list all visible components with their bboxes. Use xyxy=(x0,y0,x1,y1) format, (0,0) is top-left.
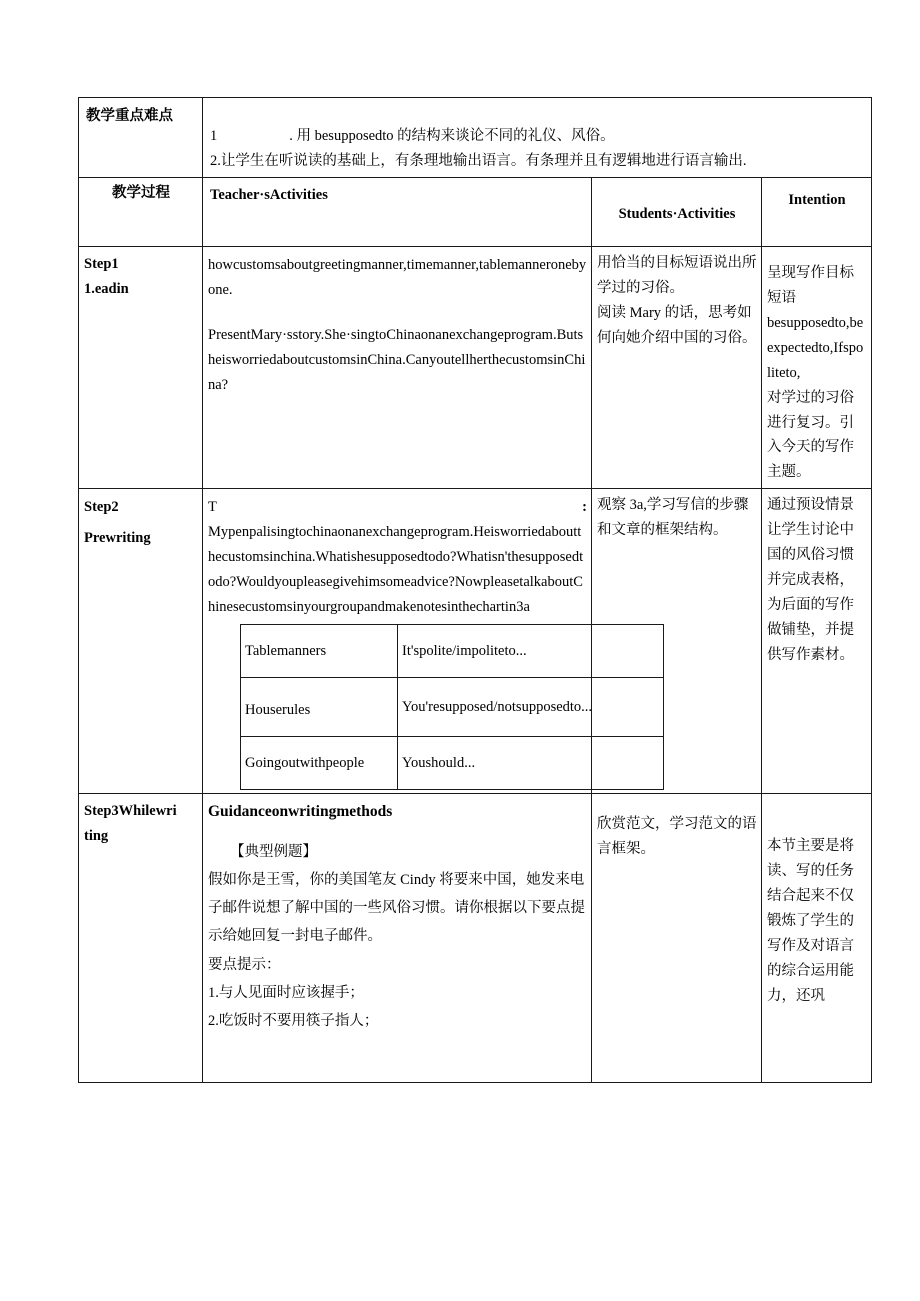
table-row-step1 xyxy=(79,246,872,488)
table-row-key-points xyxy=(79,98,872,178)
step3-students-activities: 欣赏范文，学习范文的语言框架。 xyxy=(591,794,761,1083)
key-points-item-1 xyxy=(210,124,867,149)
column-header-teacher-text: Teacher·sActivities xyxy=(210,186,328,203)
step3-intention: 本节主要是将读、写的任务结合起来不仅锻炼了学生的写作及对语言的综合运用能力，还巩 xyxy=(761,794,871,1083)
step1-intention-paragraph-1: 呈现写作目标短语 xyxy=(766,264,854,306)
step1-teacher-activities xyxy=(203,246,592,488)
key-points-label xyxy=(79,98,203,178)
key-points-item-1-number: 1 xyxy=(210,128,218,144)
chart-row-value: It'spolite/impoliteto... xyxy=(398,625,664,678)
step2-intention: 通过预设情景让学生讨论中国的风俗习惯并完成表格，为后面的写作做铺垫，并提供写作素材。 xyxy=(761,489,871,794)
step3-label xyxy=(79,794,203,1083)
step2-teacher-prompt-t: T xyxy=(208,499,217,516)
spacer xyxy=(210,104,867,124)
step3-teacher-paragraph-4: 2.吃饭时不要用筷子指人； xyxy=(208,1013,379,1030)
step1-students-paragraph-1: 用恰当的目标短语说出所学过的习俗。 xyxy=(596,254,757,296)
step1-intention-paragraph-2: besupposedto,beexpectedto,Ifspoliteto, xyxy=(766,314,864,381)
column-header-students xyxy=(591,177,761,246)
step2-label xyxy=(79,489,203,794)
step1-teacher-paragraph-2: PresentMary·sstory.She·singtoChinaonanexchangeprogram.ButsheisworriedaboutcustomsinChina.CanyoutellherthecustomsinChina? xyxy=(208,326,586,393)
column-header-teacher xyxy=(203,177,592,246)
step2-label-line1: Step2 xyxy=(84,499,119,516)
step1-label-line1: Step1 xyxy=(84,255,119,272)
step2-students-activities: 观察 3a,学习写信的步骤和文章的框架结构。 xyxy=(591,489,761,794)
process-label-text: 教学过程 xyxy=(112,184,170,201)
column-header-intention-text: Intention xyxy=(788,191,846,208)
step2-teacher-prompt-colon: : xyxy=(582,499,587,516)
step2-teacher-prompt-line xyxy=(208,495,587,520)
key-points-label-text: 教学重点难点 xyxy=(86,108,173,124)
chart-row-label: Goingoutwithpeople xyxy=(241,737,398,790)
step3-teacher-activities xyxy=(203,794,592,1083)
step1-intention xyxy=(761,246,871,488)
step1-label xyxy=(79,246,203,488)
step3-example-tag: 【典型例题】 xyxy=(230,843,317,860)
step3-teacher-paragraph-3: 1.与人见面时应该握手； xyxy=(208,984,364,1001)
step2-teacher-activities xyxy=(203,489,592,794)
chart-row-value: You'resupposed/notsupposedto... xyxy=(398,678,664,737)
step3-label-line2: ting xyxy=(84,827,109,844)
step1-students-paragraph-2: 阅读 Mary 的话，思考如何向她介绍中国的习俗。 xyxy=(596,304,757,346)
key-points-content xyxy=(203,98,872,178)
key-points-item-2: 2.让学生在听说读的基础上，有条理地输出语言。有条理并且有逻辑地进行语言输出. xyxy=(210,152,747,169)
step1-teacher-paragraph-1: howcustomsaboutgreetingmanner,timemanner,tablemanneronebyone. xyxy=(208,256,587,298)
step3-teacher-paragraph-1: 假如你是王雪，你的美国笔友 Cindy 将要来中国，她发来电子邮件说想了解中国的一些风俗习惯。请你根据以下要点提示给她回复一封电子邮件。 xyxy=(208,871,585,945)
step3-teacher-heading: Guidanceonwritingmethods xyxy=(208,803,393,820)
step1-intention-paragraph-3: 对学过的习俗进行复习。引入今天的写作主题。 xyxy=(766,389,854,481)
step3-label-line1: Step3Whilewri xyxy=(84,803,177,819)
step2-teacher-body: Mypenpalisingtochinaonanexchangeprogram.Heisworriedaboutthecustomsinchina.Whatishesupposedtodo?Whatisn'thesupposedtodo?Wouldyoupleasegivehimsomeadvice?NowpleasetalkaboutChinesecustomsinyourgroupandmakenotesinthechartin3a xyxy=(208,524,584,616)
step1-label-line2: 1.eadin xyxy=(84,280,129,297)
lesson-plan-table xyxy=(78,97,872,1083)
key-points-item-1-text: . 用 besupposedto 的结构来谈论不同的礼仪、风俗。 xyxy=(289,128,615,144)
table-row-step2 xyxy=(79,489,872,794)
chart-row-label: Houserules xyxy=(241,678,398,737)
table-row-header xyxy=(79,177,872,246)
chart-row-value: Youshould... xyxy=(398,737,664,790)
column-header-students-text: Students·Activities xyxy=(618,205,736,222)
spacer xyxy=(208,826,587,838)
chart-row-label: Tablemanners xyxy=(241,625,398,678)
table-row-step3 xyxy=(79,794,872,1083)
column-header-intention xyxy=(761,177,871,246)
step2-label-line2: Prewriting xyxy=(84,530,151,547)
spacer xyxy=(208,303,587,323)
step1-students-activities xyxy=(591,246,761,488)
process-label-cell xyxy=(79,177,203,246)
step3-teacher-paragraph-2: 要点提示： xyxy=(208,956,281,973)
